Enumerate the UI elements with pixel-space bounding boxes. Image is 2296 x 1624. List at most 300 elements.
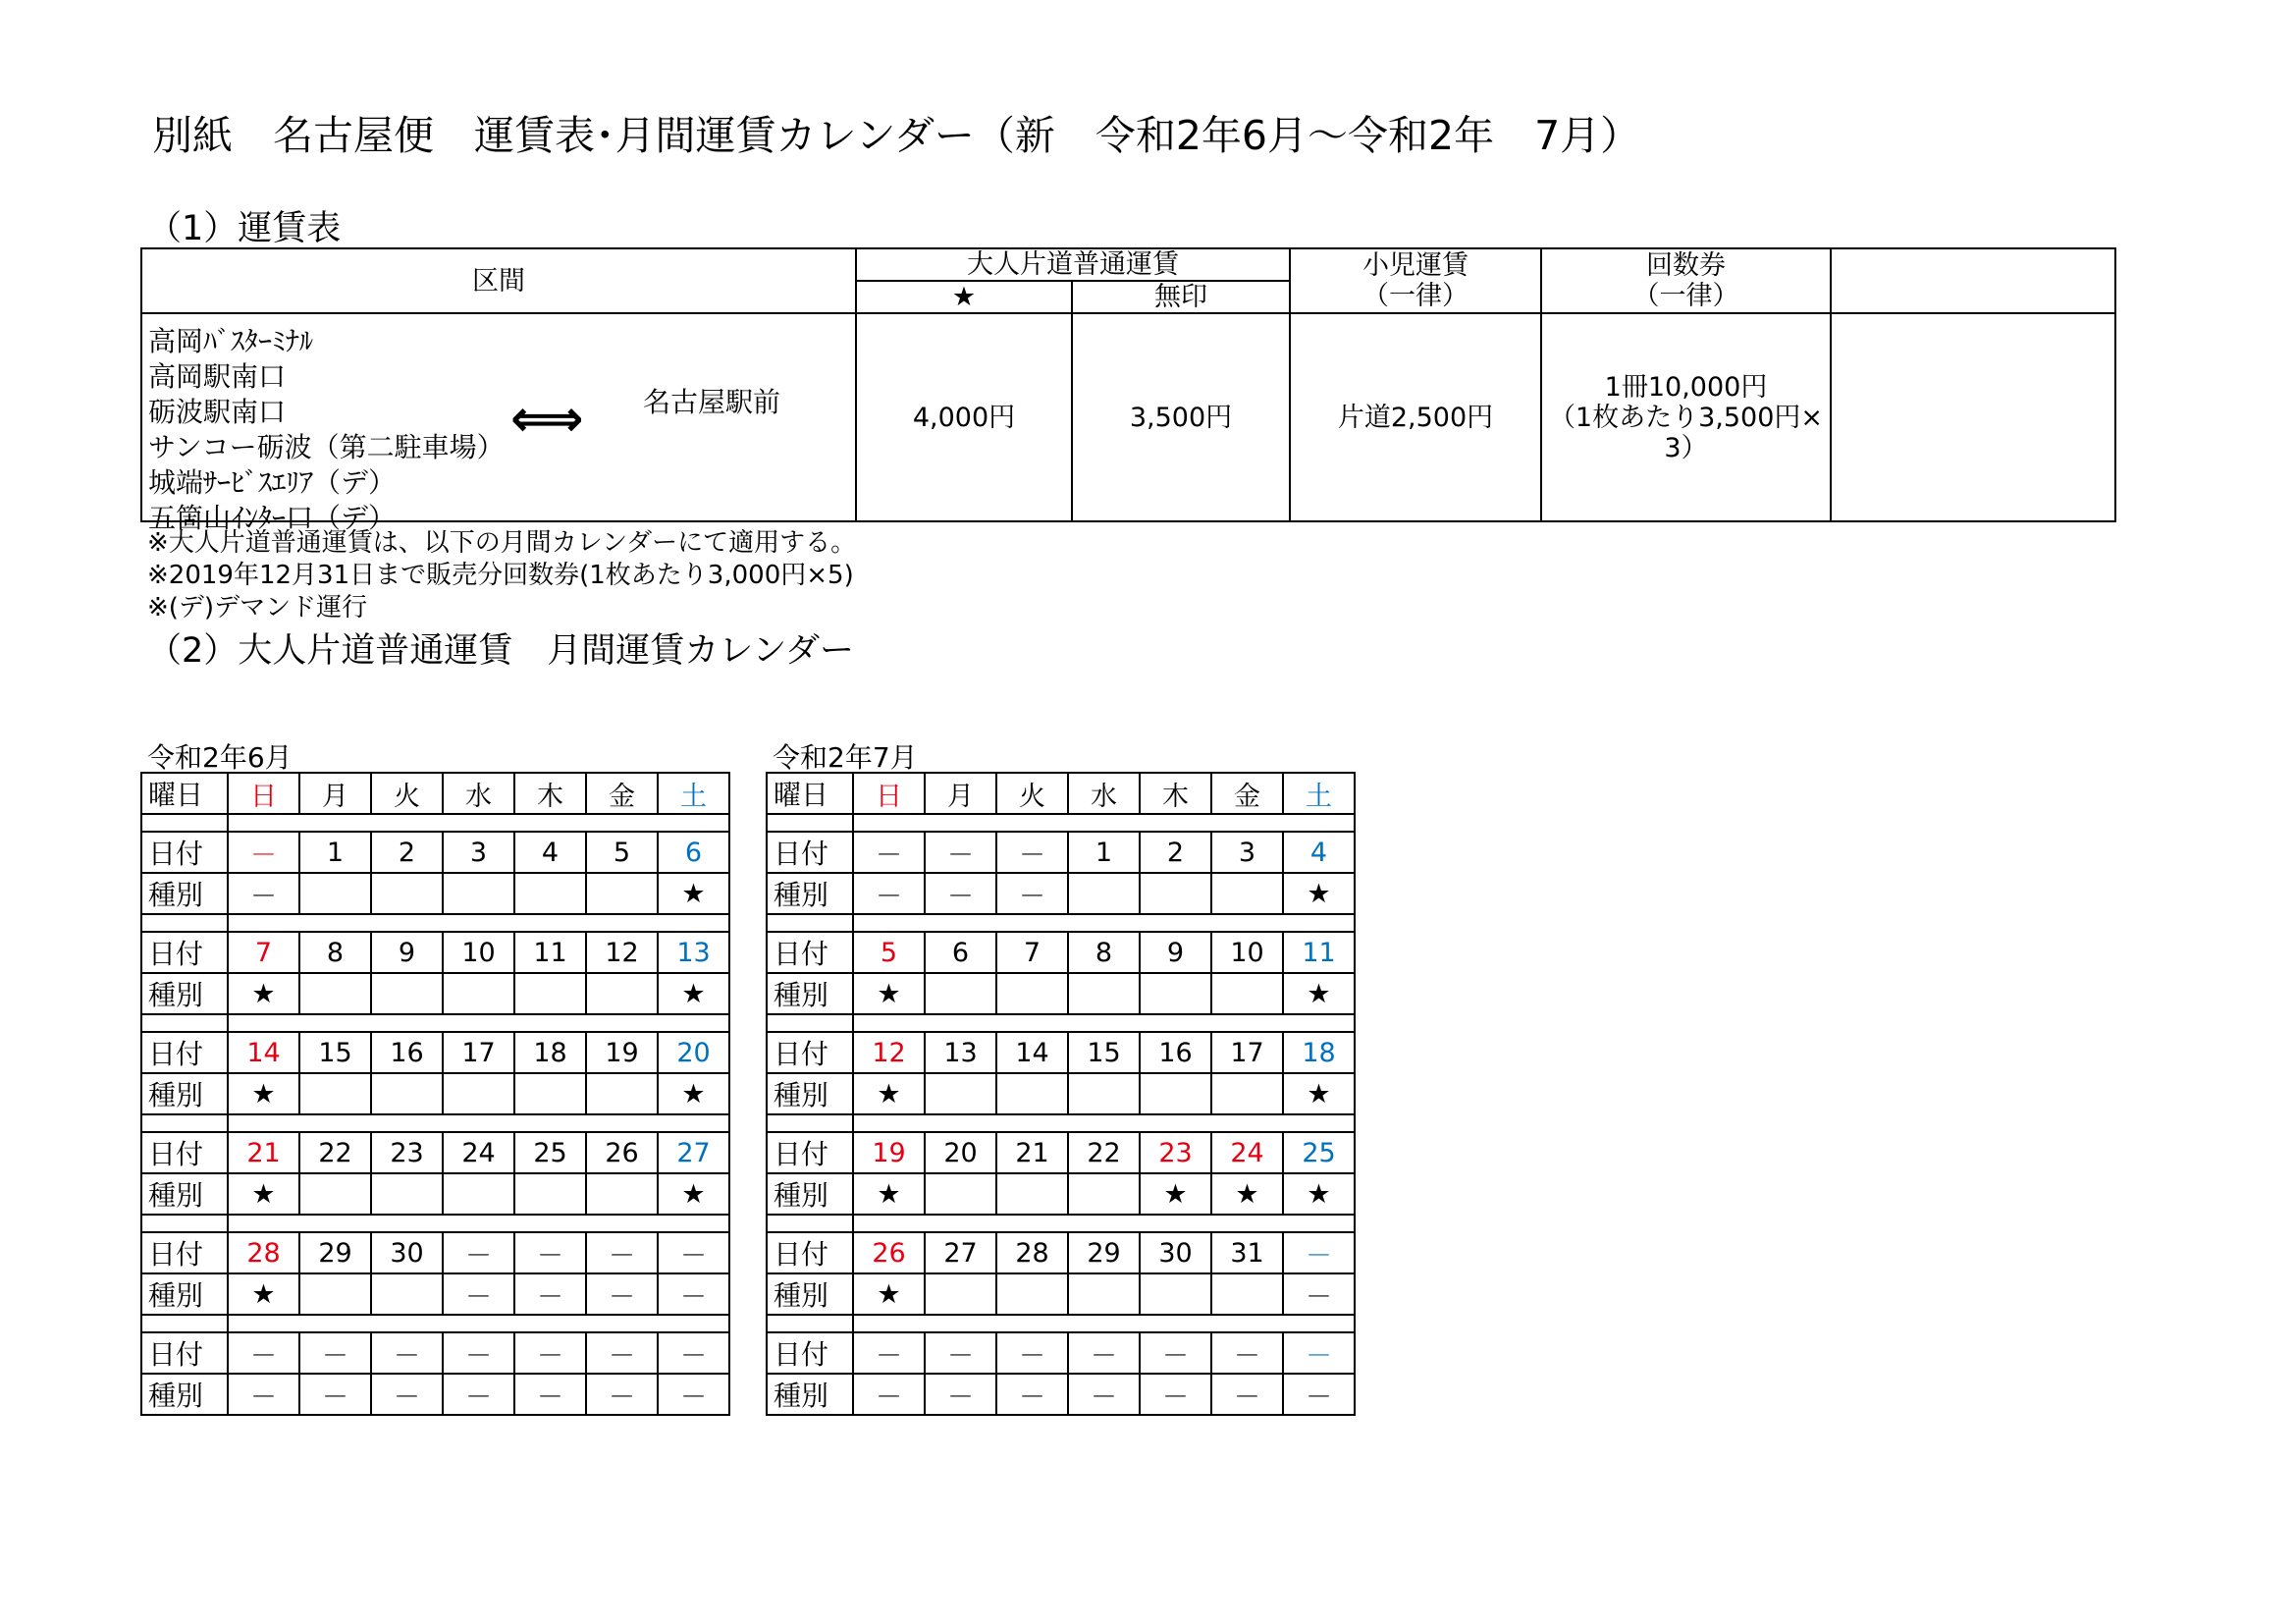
separator-cell xyxy=(853,814,925,832)
separator-cell xyxy=(1068,914,1140,932)
week-separator xyxy=(767,814,1355,832)
separator-cell xyxy=(371,814,443,832)
separator-cell xyxy=(658,814,729,832)
type-cell xyxy=(1140,1073,1211,1114)
type-label: 種別 xyxy=(767,973,853,1014)
date-cell: 2 xyxy=(371,832,443,873)
separator-cell xyxy=(371,1114,443,1132)
separator-cell xyxy=(1283,1014,1355,1032)
separator-cell xyxy=(299,1315,371,1332)
separator-cell xyxy=(1068,814,1140,832)
date-cell: 14 xyxy=(996,1032,1068,1073)
separator-cell xyxy=(658,1215,729,1232)
date-cell: 1 xyxy=(1068,832,1140,873)
separator-cell xyxy=(141,1315,228,1332)
weekday-cell: 火 xyxy=(371,773,443,814)
weekday-cell: 水 xyxy=(443,773,514,814)
type-cell: － xyxy=(925,1374,996,1415)
date-row xyxy=(767,1132,1355,1173)
type-cell: ★ xyxy=(853,973,925,1014)
type-cell: － xyxy=(514,1273,586,1315)
separator-cell xyxy=(658,914,729,932)
weekday-cell: 月 xyxy=(299,773,371,814)
type-cell: － xyxy=(658,1273,729,1315)
separator-cell xyxy=(996,914,1068,932)
date-row xyxy=(141,1032,729,1073)
date-cell: 27 xyxy=(658,1132,729,1173)
separator-cell xyxy=(586,914,658,932)
week-separator xyxy=(767,1114,1355,1132)
type-cell: － xyxy=(1283,1273,1355,1315)
date-cell: 12 xyxy=(853,1032,925,1073)
type-cell xyxy=(925,1273,996,1315)
coupon-line2: （1枚あたり3,500円× xyxy=(1548,402,1824,433)
type-cell: － xyxy=(586,1273,658,1315)
date-cell: － xyxy=(443,1232,514,1273)
date-cell: － xyxy=(1211,1332,1283,1374)
weekday-cell: 月 xyxy=(925,773,996,814)
type-cell xyxy=(514,1173,586,1215)
separator-cell xyxy=(514,1315,586,1332)
date-cell: 14 xyxy=(228,1032,299,1073)
type-cell xyxy=(299,1073,371,1114)
date-cell: 15 xyxy=(1068,1032,1140,1073)
date-cell: 25 xyxy=(1283,1132,1355,1173)
separator-cell xyxy=(996,1014,1068,1032)
separator-cell xyxy=(228,1215,299,1232)
week-separator xyxy=(767,914,1355,932)
date-cell: 30 xyxy=(371,1232,443,1273)
type-cell: ★ xyxy=(658,873,729,914)
separator-cell xyxy=(996,814,1068,832)
separator-cell xyxy=(1283,914,1355,932)
type-row xyxy=(767,873,1355,914)
separator-cell xyxy=(1140,1114,1211,1132)
header-section: 区間 xyxy=(141,248,856,313)
separator-cell xyxy=(228,914,299,932)
type-row xyxy=(141,1173,729,1215)
type-cell: － xyxy=(514,1374,586,1415)
date-cell: － xyxy=(228,832,299,873)
type-cell: ★ xyxy=(228,973,299,1014)
date-cell: 11 xyxy=(514,932,586,973)
type-cell xyxy=(371,1073,443,1114)
separator-cell xyxy=(925,1114,996,1132)
date-cell: 29 xyxy=(299,1232,371,1273)
date-cell: － xyxy=(586,1232,658,1273)
stop-item: 高岡駅南口 xyxy=(148,360,287,393)
separator-cell xyxy=(514,1114,586,1132)
date-cell: 3 xyxy=(1211,832,1283,873)
separator-cell xyxy=(767,914,853,932)
separator-cell xyxy=(141,814,228,832)
week-separator xyxy=(767,1315,1355,1332)
separator-cell xyxy=(586,1114,658,1132)
type-cell: ★ xyxy=(1283,873,1355,914)
separator-cell xyxy=(1283,1315,1355,1332)
type-cell xyxy=(1211,1073,1283,1114)
weekday-cell: 木 xyxy=(514,773,586,814)
type-cell: ★ xyxy=(1140,1173,1211,1215)
separator-cell xyxy=(658,1014,729,1032)
date-cell: 19 xyxy=(853,1132,925,1173)
separator-cell xyxy=(1283,814,1355,832)
separator-cell xyxy=(1140,914,1211,932)
date-cell: 25 xyxy=(514,1132,586,1173)
type-label: 種別 xyxy=(141,1273,228,1315)
type-cell xyxy=(1140,873,1211,914)
separator-cell xyxy=(299,814,371,832)
date-cell: 27 xyxy=(925,1232,996,1273)
stop-item: サンコー砺波（第二駐車場） xyxy=(148,431,505,463)
weekday-cell: 金 xyxy=(1211,773,1283,814)
week-separator xyxy=(767,1014,1355,1032)
date-cell: 16 xyxy=(371,1032,443,1073)
separator-cell xyxy=(925,1315,996,1332)
header-unmarked: 無印 xyxy=(1072,281,1290,313)
date-cell: 4 xyxy=(514,832,586,873)
stop-item: 高岡ﾊﾞｽﾀｰﾐﾅﾙ xyxy=(148,325,314,357)
week-separator xyxy=(141,914,729,932)
separator-cell xyxy=(514,814,586,832)
type-cell: ★ xyxy=(1283,973,1355,1014)
type-label: 種別 xyxy=(141,973,228,1014)
weekday-cell: 日 xyxy=(853,773,925,814)
date-cell: 20 xyxy=(925,1132,996,1173)
date-cell: 8 xyxy=(299,932,371,973)
date-cell: 13 xyxy=(925,1032,996,1073)
separator-cell xyxy=(443,814,514,832)
type-cell: ★ xyxy=(658,1173,729,1215)
type-cell: － xyxy=(1068,1374,1140,1415)
date-cell: 9 xyxy=(1140,932,1211,973)
type-cell: － xyxy=(1140,1374,1211,1415)
type-cell xyxy=(925,973,996,1014)
date-label: 日付 xyxy=(767,1332,853,1374)
separator-cell xyxy=(1068,1114,1140,1132)
date-cell: － xyxy=(443,1332,514,1374)
fare-unmarked-value: 3,500円 xyxy=(1072,313,1290,521)
type-cell xyxy=(514,873,586,914)
type-cell: ★ xyxy=(228,1173,299,1215)
separator-cell xyxy=(925,1215,996,1232)
separator-cell xyxy=(586,814,658,832)
date-cell: － xyxy=(853,832,925,873)
type-cell xyxy=(1140,973,1211,1014)
date-cell: 22 xyxy=(299,1132,371,1173)
date-cell: － xyxy=(996,832,1068,873)
separator-cell xyxy=(1140,1315,1211,1332)
type-cell: － xyxy=(996,873,1068,914)
route-cell xyxy=(141,313,856,534)
type-cell xyxy=(925,1173,996,1215)
week-separator xyxy=(141,1014,729,1032)
type-label: 種別 xyxy=(767,1173,853,1215)
date-cell: － xyxy=(925,1332,996,1374)
separator-cell xyxy=(1211,1215,1283,1232)
date-cell: 10 xyxy=(1211,932,1283,973)
type-label: 種別 xyxy=(141,1374,228,1415)
date-label: 日付 xyxy=(767,1232,853,1273)
separator-cell xyxy=(767,1014,853,1032)
date-cell: － xyxy=(1283,1332,1355,1374)
type-cell: ★ xyxy=(853,1273,925,1315)
date-cell: 26 xyxy=(586,1132,658,1173)
date-cell: 5 xyxy=(853,932,925,973)
separator-cell xyxy=(1211,914,1283,932)
type-cell: － xyxy=(586,1374,658,1415)
date-cell: 15 xyxy=(299,1032,371,1073)
type-cell xyxy=(299,1273,371,1315)
type-cell: － xyxy=(443,1273,514,1315)
type-row xyxy=(141,873,729,914)
weekday-cell: 木 xyxy=(1140,773,1211,814)
date-cell: － xyxy=(514,1232,586,1273)
separator-cell xyxy=(1140,814,1211,832)
type-row xyxy=(767,973,1355,1014)
date-cell: 6 xyxy=(925,932,996,973)
date-cell: － xyxy=(996,1332,1068,1374)
section-fare-table-title: （1）運賃表 xyxy=(147,209,342,248)
type-row xyxy=(141,973,729,1014)
separator-cell xyxy=(1211,1315,1283,1332)
date-cell: 5 xyxy=(586,832,658,873)
note-item: ※大人片道普通運賃は、以下の月間カレンダーにて適用する。 xyxy=(147,528,857,558)
date-cell: 8 xyxy=(1068,932,1140,973)
separator-cell xyxy=(1068,1315,1140,1332)
separator-cell xyxy=(996,1315,1068,1332)
date-cell: － xyxy=(1068,1332,1140,1374)
calendar-june-label: 令和2年6月 xyxy=(147,741,293,774)
date-cell: 7 xyxy=(228,932,299,973)
date-cell: － xyxy=(1140,1332,1211,1374)
separator-cell xyxy=(853,1215,925,1232)
date-cell: － xyxy=(228,1332,299,1374)
date-cell: 31 xyxy=(1211,1232,1283,1273)
separator-cell xyxy=(228,814,299,832)
separator-cell xyxy=(443,1315,514,1332)
type-cell: ★ xyxy=(853,1073,925,1114)
type-cell: － xyxy=(853,873,925,914)
separator-cell xyxy=(925,1014,996,1032)
date-cell: 28 xyxy=(228,1232,299,1273)
separator-cell xyxy=(586,1014,658,1032)
type-cell xyxy=(1068,873,1140,914)
separator-cell xyxy=(443,1215,514,1232)
date-label: 日付 xyxy=(141,1032,228,1073)
fare-star-value: 4,000円 xyxy=(856,313,1072,521)
date-cell: 28 xyxy=(996,1232,1068,1273)
date-cell: 20 xyxy=(658,1032,729,1073)
separator-cell xyxy=(767,814,853,832)
date-cell: 26 xyxy=(853,1232,925,1273)
weekday-label: 曜日 xyxy=(141,773,228,814)
date-cell: 17 xyxy=(443,1032,514,1073)
date-cell: 6 xyxy=(658,832,729,873)
separator-cell xyxy=(443,914,514,932)
weekday-cell: 水 xyxy=(1068,773,1140,814)
week-separator xyxy=(141,1315,729,1332)
type-cell: － xyxy=(228,873,299,914)
date-cell: 24 xyxy=(1211,1132,1283,1173)
type-cell xyxy=(996,973,1068,1014)
type-cell: － xyxy=(658,1374,729,1415)
type-cell xyxy=(299,1173,371,1215)
date-cell: 18 xyxy=(514,1032,586,1073)
type-cell: － xyxy=(1211,1374,1283,1415)
date-row xyxy=(141,932,729,973)
type-cell: － xyxy=(853,1374,925,1415)
separator-cell xyxy=(1211,814,1283,832)
type-label: 種別 xyxy=(767,1374,853,1415)
type-cell xyxy=(371,973,443,1014)
type-cell xyxy=(586,1173,658,1215)
type-row xyxy=(767,1173,1355,1215)
type-row xyxy=(141,1073,729,1114)
separator-cell xyxy=(141,914,228,932)
separator-cell xyxy=(371,1315,443,1332)
type-cell: ★ xyxy=(1283,1073,1355,1114)
separator-cell xyxy=(514,1215,586,1232)
separator-cell xyxy=(1068,1014,1140,1032)
stop-item: 城端ｻｰﾋﾞｽｴﾘｱ（デ） xyxy=(148,466,397,499)
type-cell xyxy=(1211,873,1283,914)
date-cell: 29 xyxy=(1068,1232,1140,1273)
header-child-line1: 小児運賃 xyxy=(1362,250,1468,281)
date-cell: － xyxy=(1283,1232,1355,1273)
date-label: 日付 xyxy=(141,1332,228,1374)
type-cell: － xyxy=(228,1374,299,1415)
weekday-cell: 土 xyxy=(1283,773,1355,814)
header-star: ★ xyxy=(856,281,1072,313)
type-label: 種別 xyxy=(141,1173,228,1215)
separator-cell xyxy=(1068,1215,1140,1232)
type-label: 種別 xyxy=(767,873,853,914)
coupon-value xyxy=(1541,313,1831,521)
separator-cell xyxy=(228,1315,299,1332)
date-cell: 30 xyxy=(1140,1232,1211,1273)
weekday-cell: 土 xyxy=(658,773,729,814)
separator-cell xyxy=(299,1014,371,1032)
weekday-cell: 日 xyxy=(228,773,299,814)
separator-cell xyxy=(141,1014,228,1032)
type-cell: ★ xyxy=(1211,1173,1283,1215)
fare-child-value: 片道2,500円 xyxy=(1290,313,1541,521)
date-cell: － xyxy=(925,832,996,873)
date-cell: 2 xyxy=(1140,832,1211,873)
date-cell: 1 xyxy=(299,832,371,873)
stop-list xyxy=(148,324,505,536)
separator-cell xyxy=(853,1315,925,1332)
section-calendar-title: （2）大人片道普通運賃 月間運賃カレンダー xyxy=(147,631,854,671)
type-label: 種別 xyxy=(141,1073,228,1114)
note-item: ※(デ)デマンド運行 xyxy=(147,593,368,623)
date-cell: 21 xyxy=(996,1132,1068,1173)
weekday-cell: 金 xyxy=(586,773,658,814)
date-cell: 9 xyxy=(371,932,443,973)
type-cell xyxy=(299,873,371,914)
date-cell: 7 xyxy=(996,932,1068,973)
date-row xyxy=(141,1232,729,1273)
date-cell: － xyxy=(299,1332,371,1374)
type-cell xyxy=(1068,1273,1140,1315)
type-row xyxy=(767,1273,1355,1315)
type-cell: ★ xyxy=(228,1273,299,1315)
type-cell: － xyxy=(925,873,996,914)
type-cell xyxy=(371,1173,443,1215)
type-cell xyxy=(996,1073,1068,1114)
stop-item: 五箇山ｲﾝﾀｰ口（デ） xyxy=(148,502,397,534)
date-cell: 23 xyxy=(1140,1132,1211,1173)
type-cell: － xyxy=(1283,1374,1355,1415)
date-cell: 18 xyxy=(1283,1032,1355,1073)
separator-cell xyxy=(1140,1215,1211,1232)
type-cell xyxy=(443,873,514,914)
separator-cell xyxy=(228,1114,299,1132)
separator-cell xyxy=(371,1014,443,1032)
type-cell: ★ xyxy=(658,1073,729,1114)
date-label: 日付 xyxy=(141,932,228,973)
week-separator xyxy=(141,1215,729,1232)
separator-cell xyxy=(514,1014,586,1032)
separator-cell xyxy=(443,1014,514,1032)
date-cell: 3 xyxy=(443,832,514,873)
weekday-cell: 火 xyxy=(996,773,1068,814)
separator-cell xyxy=(1283,1114,1355,1132)
separator-cell xyxy=(853,914,925,932)
type-row xyxy=(141,1374,729,1415)
coupon-line3: 3） xyxy=(1664,432,1708,463)
date-row xyxy=(141,1132,729,1173)
date-cell: 11 xyxy=(1283,932,1355,973)
date-cell: － xyxy=(371,1332,443,1374)
type-cell: ★ xyxy=(228,1073,299,1114)
header-child-fare xyxy=(1290,248,1541,313)
type-cell: ★ xyxy=(1283,1173,1355,1215)
weekday-row xyxy=(767,773,1355,814)
type-cell xyxy=(996,1273,1068,1315)
calendar-july-label: 令和2年7月 xyxy=(773,741,918,774)
separator-cell xyxy=(658,1315,729,1332)
date-cell: 24 xyxy=(443,1132,514,1173)
week-separator xyxy=(141,814,729,832)
date-label: 日付 xyxy=(141,1232,228,1273)
separator-cell xyxy=(996,1114,1068,1132)
separator-cell xyxy=(371,1215,443,1232)
stop-item: 砺波駅南口 xyxy=(148,396,287,428)
date-cell: 10 xyxy=(443,932,514,973)
header-child-line2: （一律） xyxy=(1362,281,1468,311)
type-cell xyxy=(1211,1273,1283,1315)
week-separator xyxy=(767,1215,1355,1232)
date-label: 日付 xyxy=(767,832,853,873)
type-cell: － xyxy=(299,1374,371,1415)
separator-cell xyxy=(141,1114,228,1132)
date-cell: 19 xyxy=(586,1032,658,1073)
separator-cell xyxy=(853,1114,925,1132)
date-cell: 23 xyxy=(371,1132,443,1173)
type-cell: ★ xyxy=(853,1173,925,1215)
separator-cell xyxy=(853,1014,925,1032)
date-label: 日付 xyxy=(141,832,228,873)
separator-cell xyxy=(371,914,443,932)
type-cell xyxy=(1068,1073,1140,1114)
type-cell xyxy=(514,1073,586,1114)
date-label: 日付 xyxy=(767,932,853,973)
date-cell: 21 xyxy=(228,1132,299,1173)
fare-table xyxy=(140,247,2116,534)
header-blank xyxy=(1831,248,2115,313)
